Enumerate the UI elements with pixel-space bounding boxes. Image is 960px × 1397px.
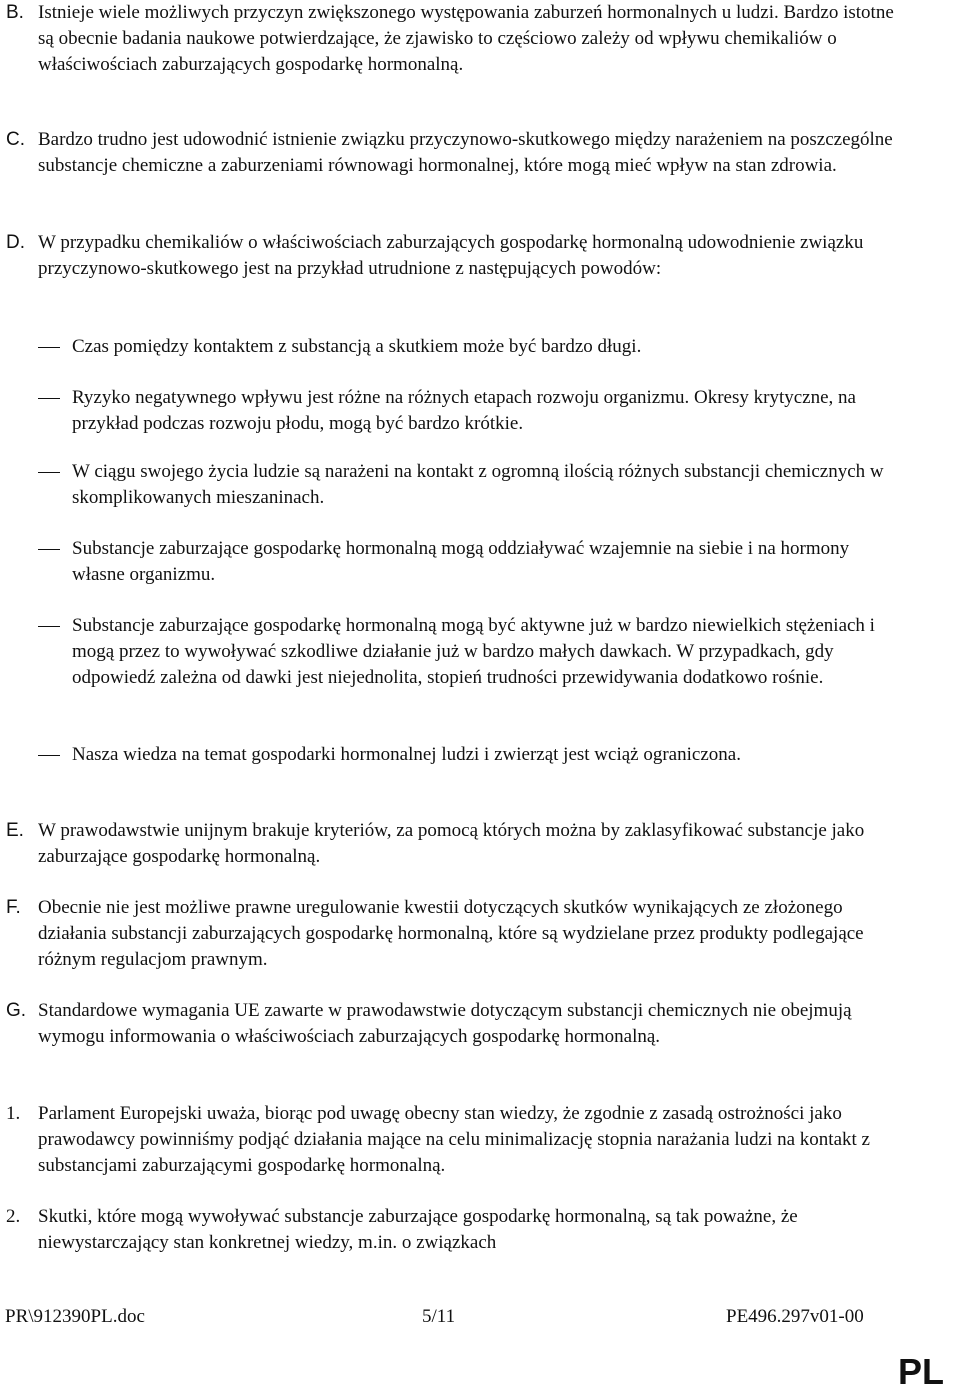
recital-text: Bardzo trudno jest udowodnić istnienie związku przyczynowo-skutkowego między narażeniem na poszczególne substancje chemiczne a zaburzeniami równowagi hormonalnej, które mogą mieć wpływ na stan zdrowia. [38,129,893,176]
recital-g [0,998,900,1050]
dash-bullet [38,755,60,756]
reason-text: Czas pomiędzy kontaktem z substancją a skutkiem może być bardzo długi. [72,336,642,357]
reason-item [38,536,898,588]
reason-text: Nasza wiedza na temat gospodarki hormonalnej ludzi i zwierząt jest wciąż ograniczona. [72,744,741,765]
recital-c [0,127,900,179]
reason-item [38,385,898,437]
recital-b [0,0,900,78]
paragraph-text: Skutki, które mogą wywoływać substancje zaburzające gospodarkę hormonalną, są tak poważne, że niewystarczający stan konkretnej wiedzy, m.in. o związkach [38,1206,798,1253]
recital-marker: E. [6,820,24,841]
footer-page-number: 5/11 [422,1306,456,1327]
dash-bullet [38,549,60,550]
paragraph-marker: 1. [6,1103,21,1124]
language-code: PL [898,1351,945,1392]
recital-text: Istnieje wiele możliwych przyczyn zwiększonego występowania zaburzeń hormonalnych u ludzi. Bardzo istotne są obecnie badania naukowe potwierdzające, że zjawisko to częściowo zależy od wpływu chemikaliów o właściwościach zaburzających gospodarkę hormonalną. [38,2,894,75]
reason-text: W ciągu swojego życia ludzie są narażeni na kontakt z ogromną ilością różnych substancji chemicznych w skomplikowanych mieszaninach. [72,461,884,508]
recital-d [0,230,900,282]
recital-marker: C. [6,129,25,150]
recital-marker: G. [6,1000,27,1021]
paragraph-marker: 2. [6,1206,21,1227]
reason-text: Substancje zaburzające gospodarkę hormonalną mogą oddziaływać wzajemnie na siebie i na hormony własne organizmu. [72,538,850,585]
reason-item [38,613,898,691]
recital-text: W przypadku chemikaliów o właściwościach zaburzających gospodarkę hormonalną udowodnienie związku przyczynowo-skutkowego jest na przykład utrudnione z następujących powodów: [38,232,864,279]
paragraph-1 [0,1101,900,1179]
dash-bullet [38,472,60,473]
footer-doc-ref: PR\912390PL.doc [5,1306,145,1327]
reason-text: Ryzyko negatywnego wpływu jest różne na różnych etapach rozwoju organizmu. Okresy krytyczne, na przykład podczas rozwoju płodu, mogą być bardzo krótkie. [72,387,856,434]
recital-text: W prawodawstwie unijnym brakuje kryteriów, za pomocą których można by zaklasyfikować substancje jako zaburzające gospodarkę hormonalną. [38,820,865,867]
recital-e [0,818,900,870]
dash-bullet [38,347,60,348]
footer-pe-ref: PE496.297v01-00 [726,1306,864,1327]
recital-f [0,895,900,973]
dash-bullet [38,398,60,399]
recital-marker: B. [6,2,24,23]
reason-text: Substancje zaburzające gospodarkę hormonalną mogą być aktywne już w bardzo niewielkich stężeniach i mogą przez to wywoływać szkodliwe działanie już w bardzo małych dawkach. W przypadkach, gdy odpowiedź zależna od dawki jest niejednolita, stopień trudności przewidywania dodatkowo rośnie. [72,615,875,688]
reason-item [38,334,898,360]
paragraph-2 [0,1204,900,1256]
recital-text: Obecnie nie jest możliwe prawne uregulowanie kwestii dotyczących skutków wynikających ze złożonego działania substancji zaburzających gospodarkę hormonalną, które są wydzielane przez produkty podlegające różnym regulacjom prawnym. [38,897,864,970]
dash-bullet [38,626,60,627]
paragraph-text: Parlament Europejski uważa, biorąc pod uwagę obecny stan wiedzy, że zgodnie z zasadą ostrożności jako prawodawcy powinniśmy podjąć działania mające na celu minimalizację stopnia narażania ludzi na kontakt z substancjami zaburzającymi gospodarkę hormonalną. [38,1103,870,1176]
recital-marker: F. [6,897,21,918]
recital-text: Standardowe wymagania UE zawarte w prawodawstwie dotyczącym substancji chemicznych nie obejmują wymogu informowania o właściwościach zaburzających gospodarkę hormonalną. [38,1000,852,1047]
recital-marker: D. [6,232,25,253]
reason-item [38,742,898,768]
reason-item [38,459,898,511]
